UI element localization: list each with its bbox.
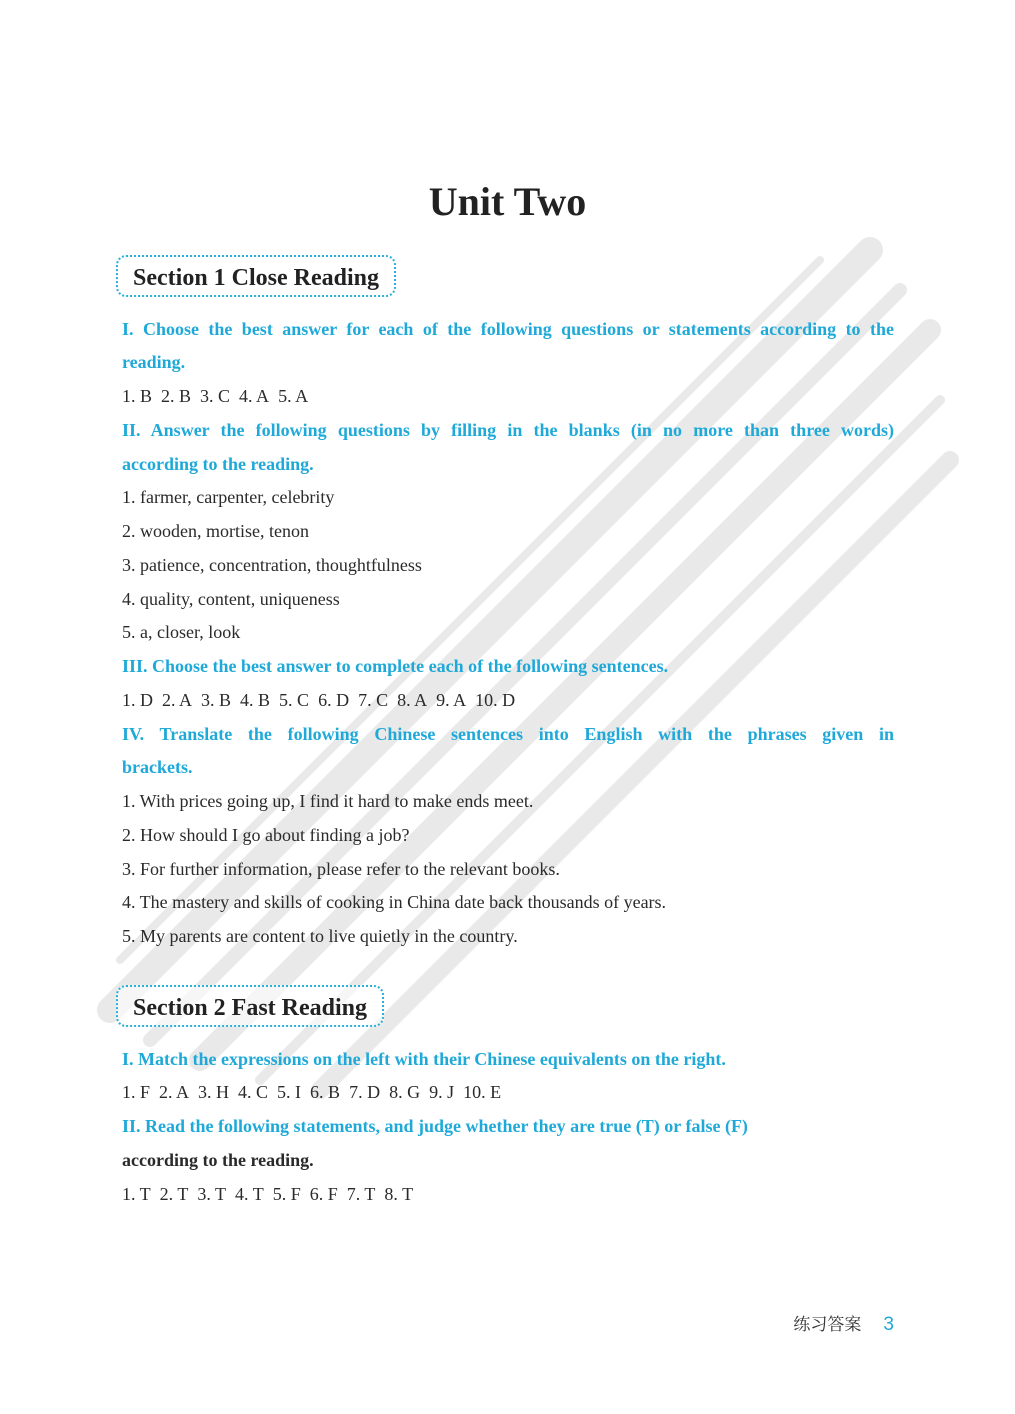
- s2-q1-instruction: I. Match the expressions on the left with their Chinese equivalents on the right.: [122, 1049, 726, 1069]
- section-2-heading: Section 2 Fast Reading: [116, 985, 384, 1027]
- s2-q2-instruction-line2: according to the reading.: [122, 1150, 314, 1170]
- answer-item: 2. A: [159, 1082, 190, 1102]
- answer-item: 7. D: [349, 1082, 381, 1102]
- answer-item: 10. D: [475, 690, 516, 710]
- s1-q4-answer: 4. The mastery and skills of cooking in China date back thousands of years.: [122, 892, 667, 912]
- answer-item: 8. T: [384, 1184, 414, 1204]
- answer-item: 9. J: [429, 1082, 455, 1102]
- answer-item: 4. T: [235, 1184, 264, 1204]
- s1-q4-answer: 5. My parents are content to live quietly in the country.: [122, 926, 518, 946]
- answer-item: 4. A: [239, 386, 270, 406]
- s1-q4-instruction-line2: brackets.: [122, 757, 193, 777]
- answer-item: 3. T: [197, 1184, 227, 1204]
- answer-item: 8. G: [389, 1082, 421, 1102]
- answer-item: 7. T: [346, 1184, 376, 1204]
- s1-q4-answer: 3. For further information, please refer to the relevant books.: [122, 859, 560, 879]
- answer-item: 2. B: [161, 386, 192, 406]
- s1-q2-answer: 5. a, closer, look: [122, 622, 241, 642]
- answer-item: 6. F: [309, 1184, 338, 1204]
- answer-item: 1. T: [122, 1184, 151, 1204]
- section-1-heading: Section 1 Close Reading: [116, 255, 396, 297]
- s2-q2-instruction-line1: II. Read the following statements, and judge whether they are true (T) or false (F): [122, 1116, 748, 1136]
- answer-item: 8. A: [397, 690, 428, 710]
- s1-q2-instruction-line2: according to the reading.: [122, 454, 314, 474]
- s1-q4-instruction-line1: IV. Translate the following Chinese sentences into English with the phrases given in: [122, 724, 894, 744]
- answer-item: 1. B: [122, 386, 153, 406]
- s1-q2-answer: 1. farmer, carpenter, celebrity: [122, 487, 335, 507]
- answer-item: 4. B: [240, 690, 271, 710]
- s1-q3-answers: [122, 688, 894, 712]
- footer-label: 练习答案: [793, 1315, 862, 1335]
- s1-q3-instruction: III. Choose the best answer to complete each of the following sentences.: [122, 656, 669, 676]
- answer-item: 6. D: [318, 690, 350, 710]
- s1-q2-instruction-line1: II. Answer the following questions by filling in the blanks (in no more than three words): [122, 420, 894, 440]
- answer-item: 5. F: [272, 1184, 301, 1204]
- page-title: Unit Two: [428, 179, 587, 224]
- answer-item: 5. A: [278, 386, 309, 406]
- answer-item: 10. E: [463, 1082, 502, 1102]
- s1-q4-answer: 2. How should I go about finding a job?: [122, 825, 410, 845]
- s2-q2-answers: [122, 1182, 894, 1206]
- answer-item: 4. C: [238, 1082, 269, 1102]
- answer-item: 6. B: [310, 1082, 341, 1102]
- s1-q2-answer: 2. wooden, mortise, tenon: [122, 521, 309, 541]
- s1-q1-instruction-line2: reading.: [122, 352, 186, 372]
- answer-item: 2. A: [162, 690, 193, 710]
- page-number: 3: [883, 1314, 894, 1335]
- answer-item: 7. C: [358, 690, 389, 710]
- s1-q1-instruction-line1: I. Choose the best answer for each of the following questions or statements according to the: [122, 319, 894, 339]
- answer-item: 5. C: [279, 690, 310, 710]
- answer-item: 5. I: [277, 1082, 302, 1102]
- answer-item: 1. D: [122, 690, 153, 710]
- answer-item: 9. A: [436, 690, 467, 710]
- page-footer: [793, 1310, 894, 1336]
- answer-item: 2. T: [159, 1184, 189, 1204]
- answer-item: 1. F: [122, 1082, 151, 1102]
- s1-q2-answer: 3. patience, concentration, thoughtfulness: [122, 555, 422, 575]
- answer-item: 3. H: [198, 1082, 230, 1102]
- s1-q4-answer: 1. With prices going up, I find it hard to make ends meet.: [122, 791, 534, 811]
- s1-q2-answer: 4. quality, content, uniqueness: [122, 589, 340, 609]
- s1-q1-answers: [122, 384, 894, 408]
- answer-item: 3. B: [201, 690, 232, 710]
- answer-item: 3. C: [200, 386, 231, 406]
- s2-q1-answers: [122, 1080, 894, 1104]
